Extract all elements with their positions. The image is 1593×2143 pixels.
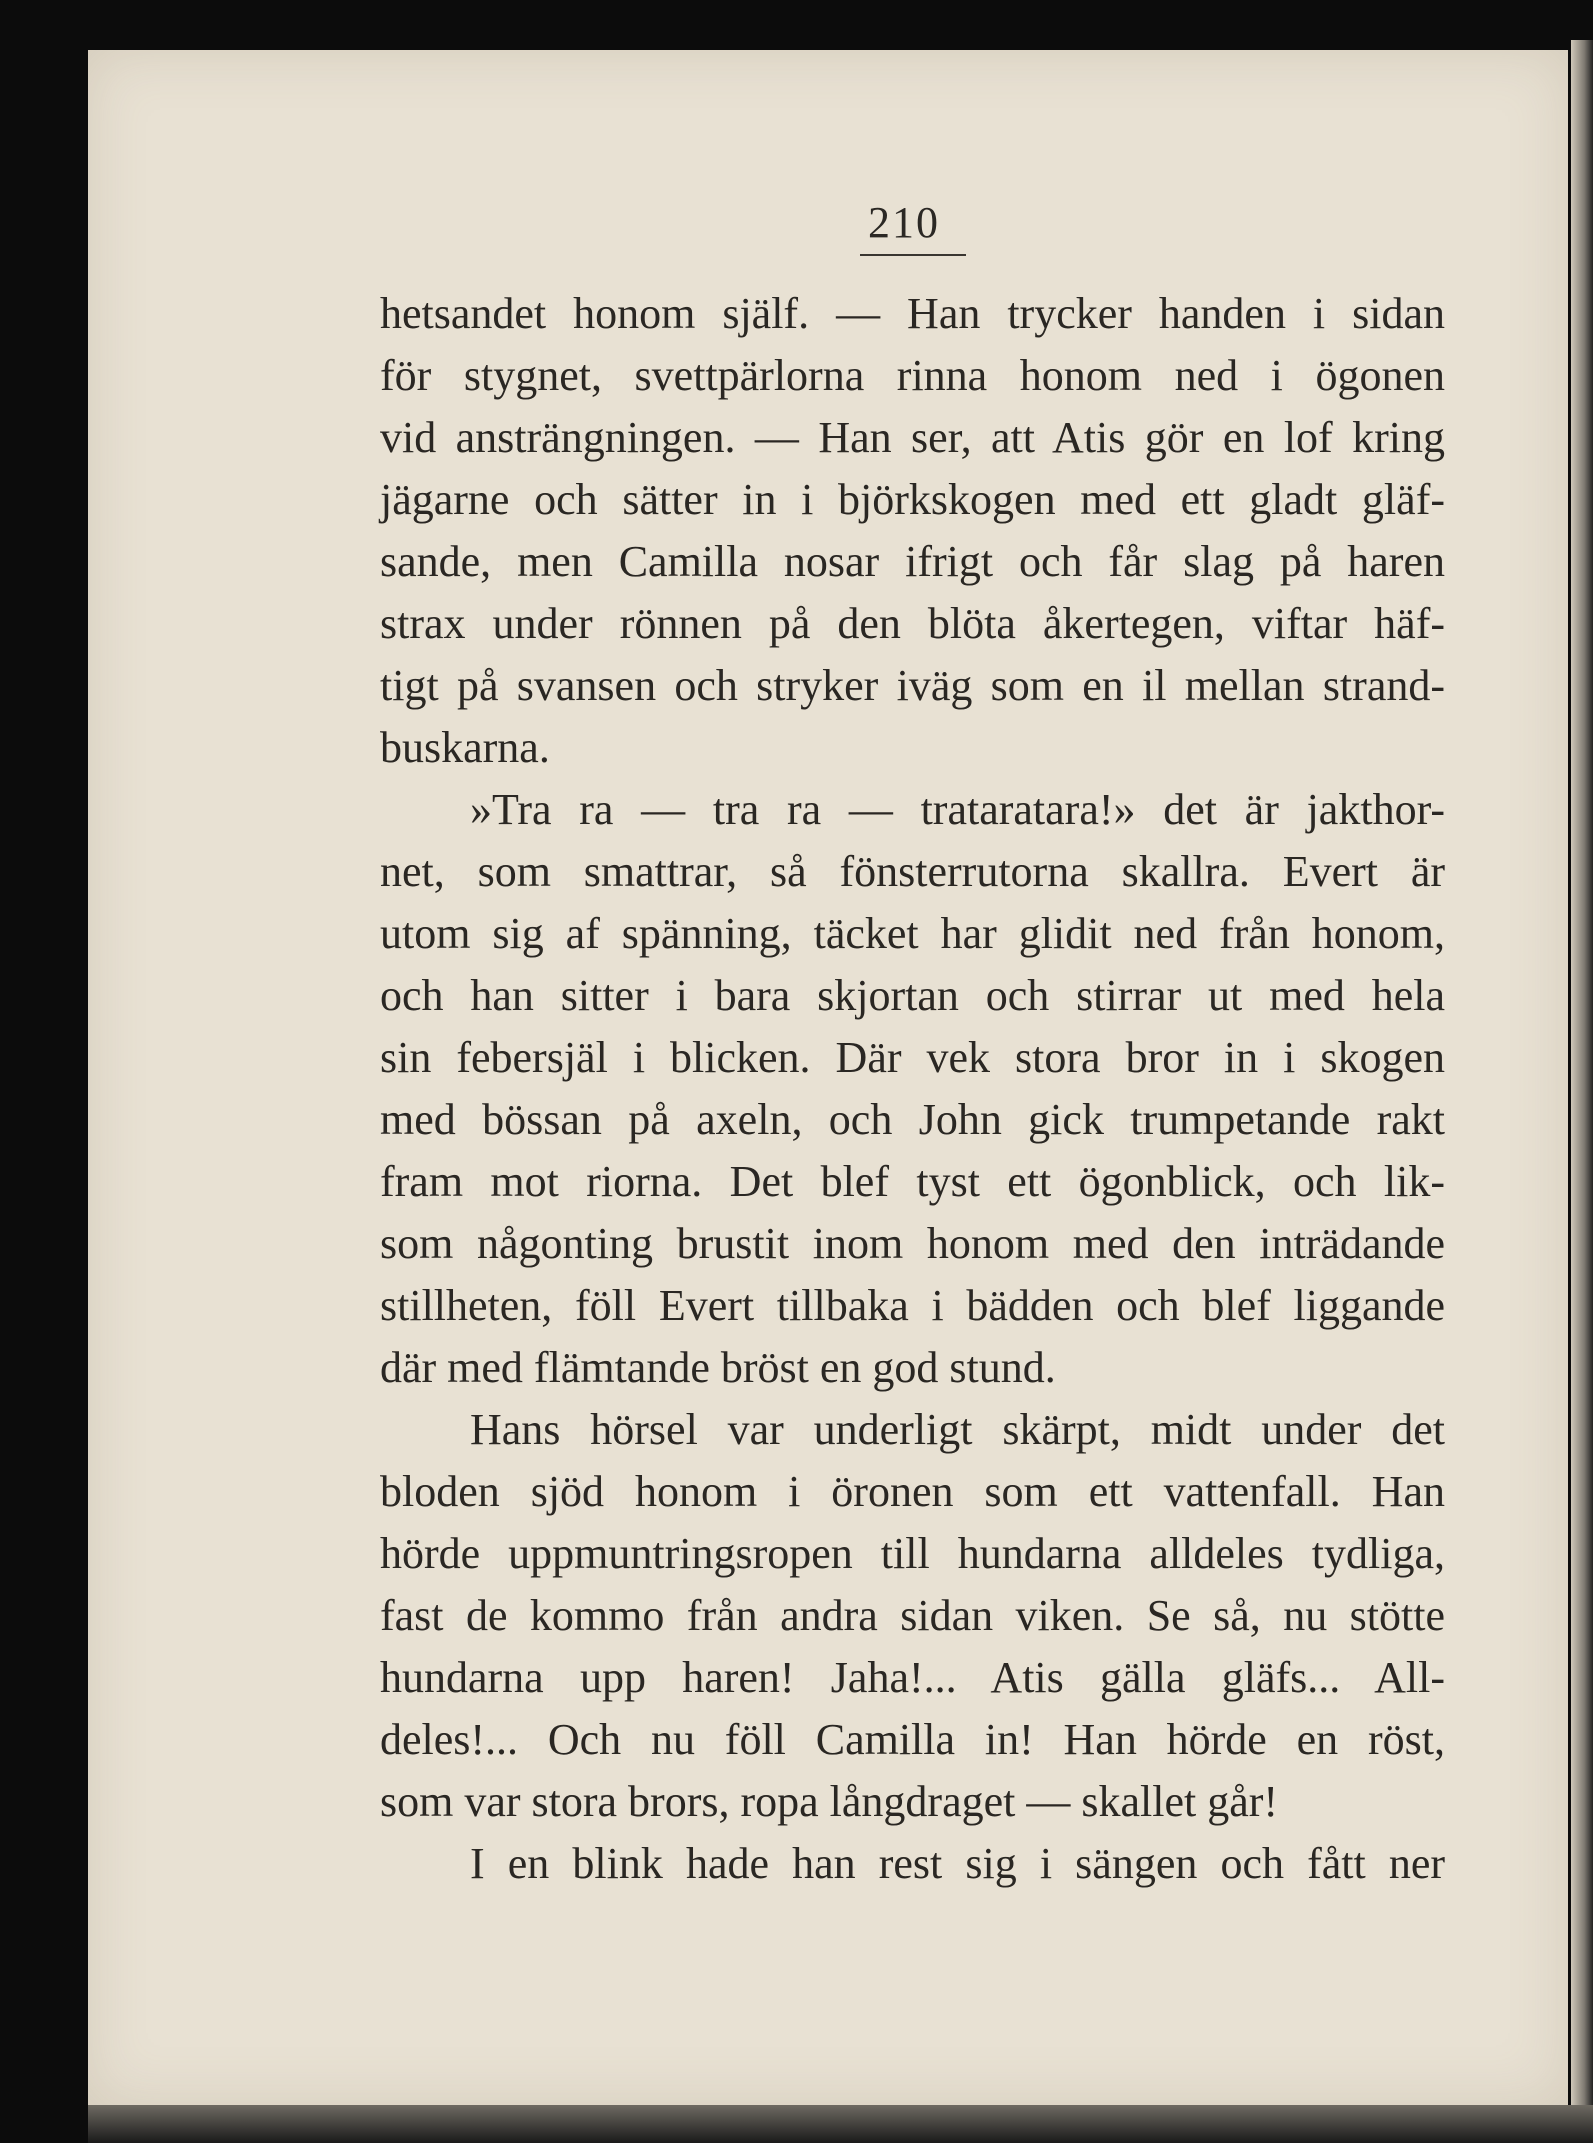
text-line: stillheten, föll Evert tillbaka i bädden och blef liggande [380,1281,1445,1330]
page-edge-bottom [88,2105,1593,2143]
text-line: vid ansträngningen. — Han ser, att Atis gör en lof kring [380,413,1445,462]
text-line: och han sitter i bara skjortan och stirrar ut med hela [380,971,1445,1020]
text-line: med bössan på axeln, och John gick trumpetande rakt [380,1095,1445,1144]
page-number: 210 [868,198,940,247]
text-line: I en blink hade han rest sig i sängen och fått ner [470,1839,1445,1888]
text-line: Hans hörsel var underligt skärpt, midt under det [470,1405,1445,1454]
page-edge-right [1571,40,1593,2105]
text-line: hundarna upp haren! Jaha!... Atis gälla gläfs... All- [380,1653,1445,1702]
text-line: deles!... Och nu föll Camilla in! Han hörde en röst, [380,1715,1445,1764]
text-line: hetsandet honom själf. — Han trycker handen i sidan [380,289,1445,338]
body-text [380,283,1445,1895]
text-line: fram mot riorna. Det blef tyst ett ögonblick, och lik- [380,1157,1445,1206]
text-line: där med flämtande bröst en god stund. [380,1343,1056,1392]
text-line: som var stora brors, ropa långdraget — skallet går! [380,1777,1279,1826]
text-line: jägarne och sätter in i björkskogen med ett gladt gläf- [380,475,1445,524]
text-line: tigt på svansen och stryker iväg som en il mellan strand- [380,661,1445,710]
text-line: »Tra ra — tra ra — trataratara!» det är jakthor- [470,785,1445,834]
text-line: utom sig af spänning, täcket har glidit ned från honom, [380,909,1445,958]
text-line: hörde uppmuntringsropen till hundarna alldeles tydliga, [380,1529,1445,1578]
text-line: net, som smattrar, så fönsterrutorna skallra. Evert är [380,847,1445,896]
text-line: sin febersjäl i blicken. Där vek stora bror in i skogen [380,1033,1445,1082]
text-line: för stygnet, svettpärlorna rinna honom ned i ögonen [380,351,1445,400]
text-line: sande, men Camilla nosar ifrigt och får slag på haren [380,537,1445,586]
text-line: fast de kommo från andra sidan viken. Se så, nu stötte [380,1591,1445,1640]
text-line: strax under rönnen på den blöta åkertegen, viftar häf- [380,599,1445,648]
text-line: buskarna. [380,723,550,772]
text-line: som någonting brustit inom honom med den inträdande [380,1219,1445,1268]
page-number-rule [860,254,966,256]
text-line: bloden sjöd honom i öronen som ett vattenfall. Han [380,1467,1445,1516]
